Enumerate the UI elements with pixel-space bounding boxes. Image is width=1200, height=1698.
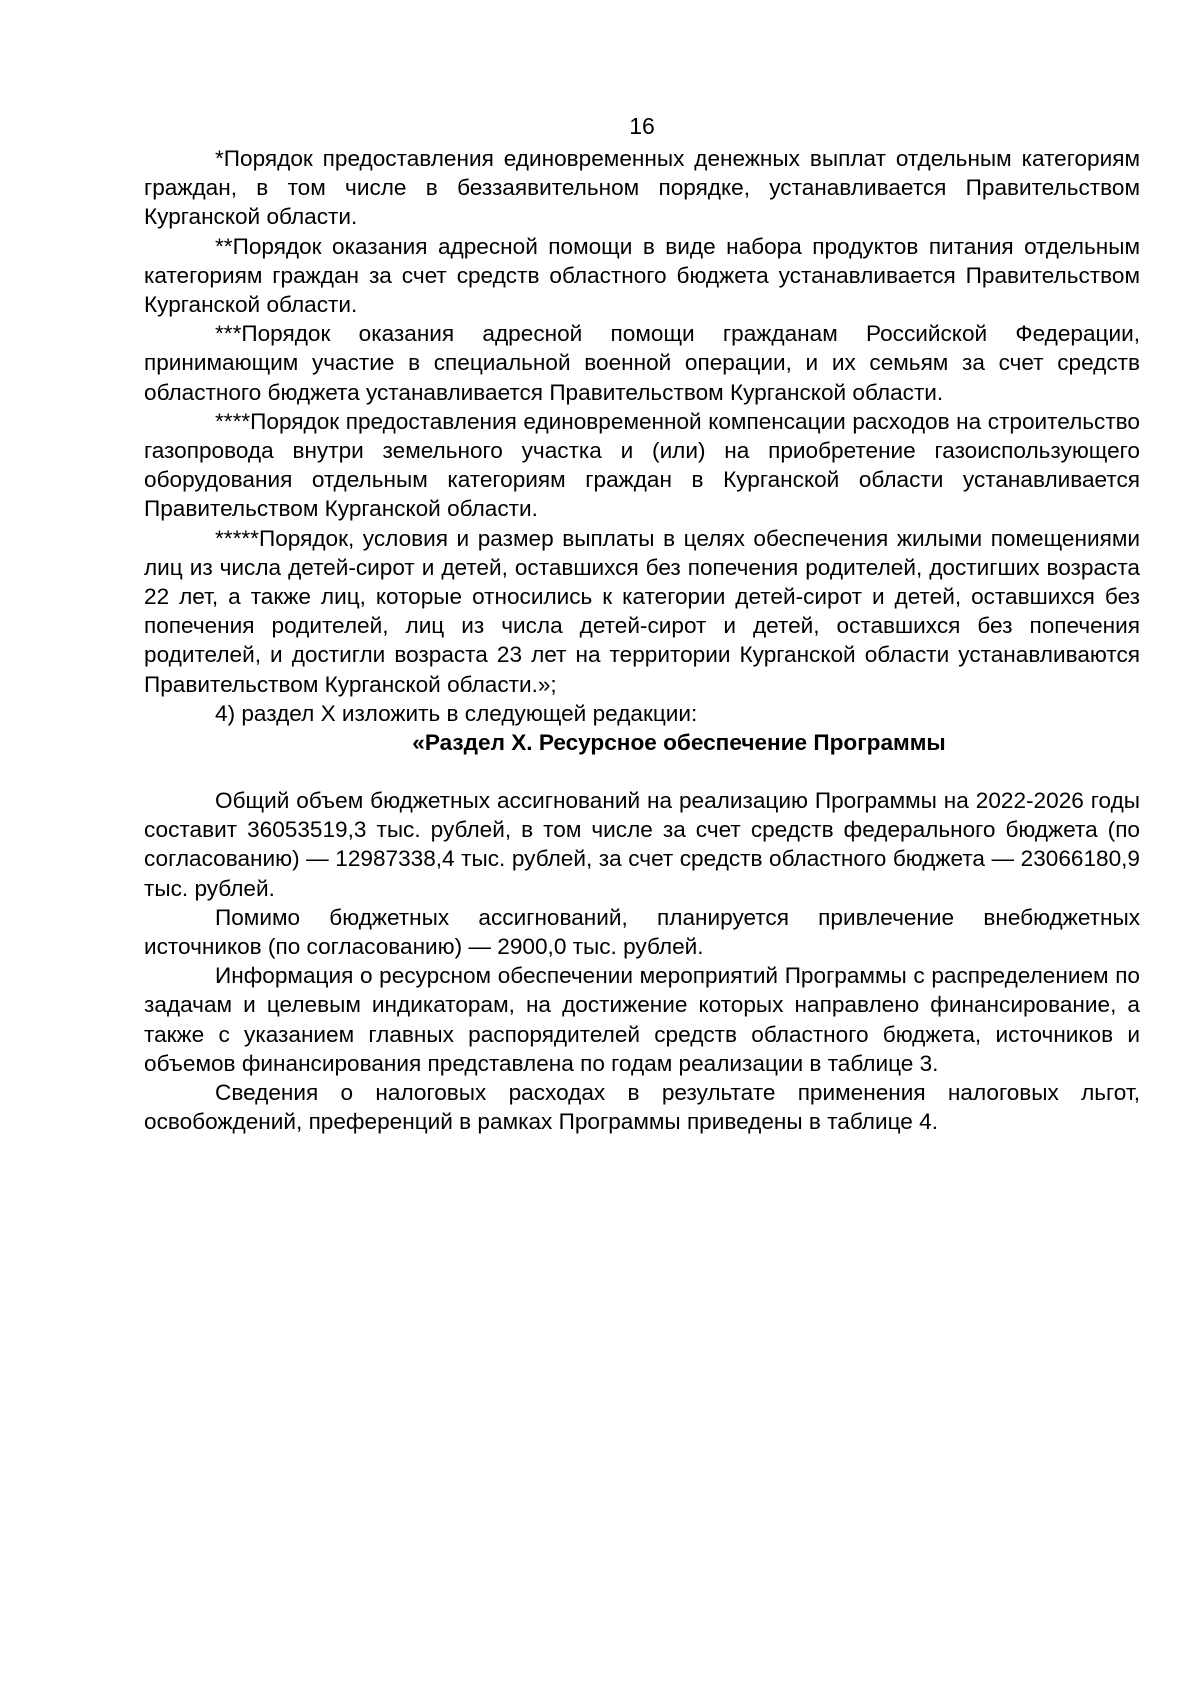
section-paragraph-resource-info: Информация о ресурсном обеспечении мероприятий Программы с распределением по задачам и целевым индикаторам, на достижение которых направлено финансирование, а также с указанием главных распорядителей средств областного бюджета, источников и объемов финансирования представлена по годам реализации в таблице 3. [144, 963, 1140, 1076]
footnote-5: *****Порядок, условия и размер выплаты в целях обеспечения жилыми помещениями лиц из числа детей-сирот и детей, оставшихся без попечения родителей, достигших возраста 22 лет, а также лиц, которые относились к категории детей-сирот и детей, оставшихся без попечения родителей, лиц из числа детей-сирот и детей, оставшихся без попечения родителей, и достигли возраста 23 лет на территории Курганской области устанавливаются Правительством Курганской области.»; [144, 525, 1140, 697]
section-paragraph-extrabudgetary: Помимо бюджетных ассигнований, планируется привлечение внебюджетных источников (по согласованию) — 2900,0 тыс. рублей. [144, 904, 1140, 960]
footnote-2: **Порядок оказания адресной помощи в виде набора продуктов питания отдельным категориям граждан за счет средств областного бюджета устанавливается Правительством Курганской области. [144, 233, 1140, 318]
footnote-4: ****Порядок предоставления единовременной компенсации расходов на строительство газопровода внутри земельного участка и (или) на приобретение газоиспользующего оборудования отдельным категориям граждан в Курганской области устанавливается Правительством Курганской области. [144, 408, 1140, 522]
document-page [144, 112, 1140, 1137]
footnote-1: *Порядок предоставления единовременных денежных выплат отдельным категориям граждан, в том числе в беззаявительном порядке, устанавливается Правительством Курганской области. [144, 146, 1140, 230]
section-paragraph-tax-expenses: Сведения о налоговых расходах в результате применения налоговых льгот, освобождений, преференций в рамках Программы приведены в таблице 4. [144, 1080, 1140, 1135]
page-number: 16 [629, 113, 655, 139]
section-paragraph-total-budget: Общий объем бюджетных ассигнований на реализацию Программы на 2022-2026 годы составит 36053519,3 тыс. рублей, в том числе за счет средств федерального бюджета (по согласованию) — 12987338,4 тыс. рублей, за счет средств областного бюджета — 23066180,9 тыс. рублей. [144, 788, 1140, 901]
amendment-item: 4) раздел X изложить в следующей редакции: [215, 700, 698, 726]
section-heading: «Раздел X. Ресурсное обеспечение Программы [412, 730, 946, 756]
footnote-3: ***Порядок оказания адресной помощи гражданам Российской Федерации, принимающим участие в специальной военной операции, и их семьям за счет средств областного бюджета устанавливается Правительством Курганской области. [144, 321, 1140, 405]
